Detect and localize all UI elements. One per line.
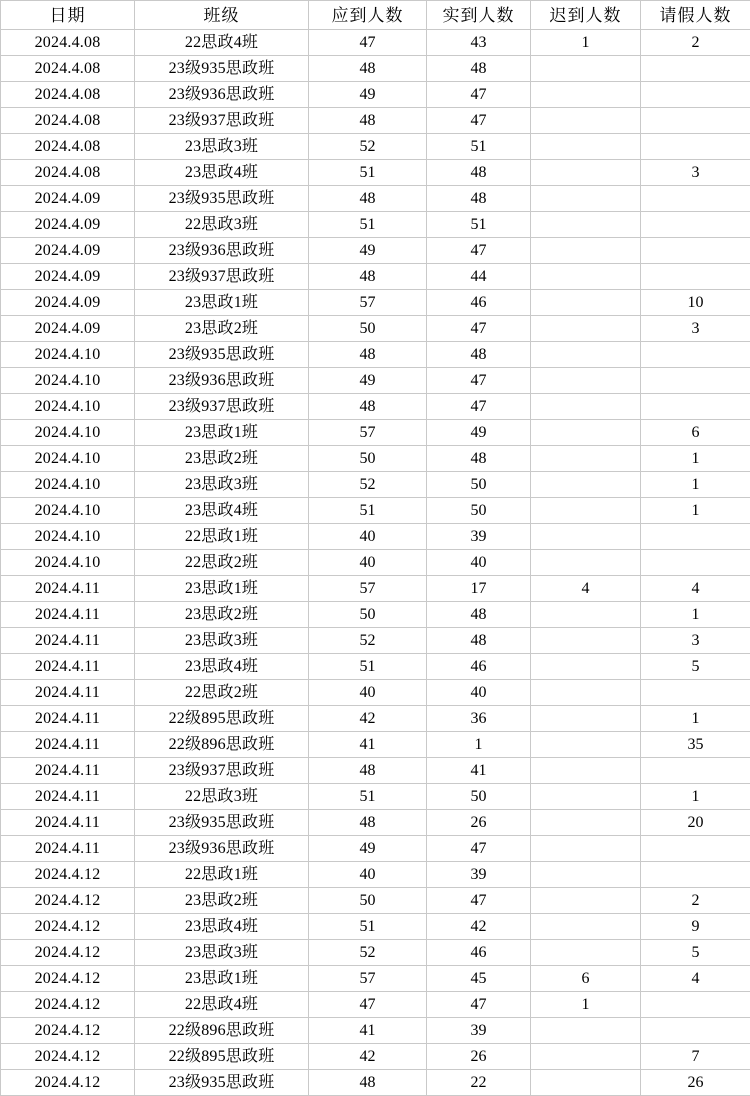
cell-late	[531, 82, 641, 108]
cell-expected: 52	[309, 628, 427, 654]
cell-leave	[641, 264, 750, 290]
cell-expected: 51	[309, 498, 427, 524]
cell-late	[531, 914, 641, 940]
cell-leave: 4	[641, 966, 750, 992]
cell-actual: 48	[427, 628, 531, 654]
table-row	[1, 108, 750, 134]
cell-expected: 40	[309, 550, 427, 576]
column-header-expected: 应到人数	[309, 1, 427, 30]
cell-actual: 46	[427, 940, 531, 966]
cell-late: 6	[531, 966, 641, 992]
cell-date: 2024.4.11	[1, 784, 135, 810]
table-row	[1, 290, 750, 316]
cell-leave: 2	[641, 888, 750, 914]
cell-expected: 52	[309, 940, 427, 966]
cell-late	[531, 186, 641, 212]
table-row	[1, 784, 750, 810]
cell-class: 23级937思政班	[135, 108, 309, 134]
cell-expected: 48	[309, 810, 427, 836]
cell-class: 22思政3班	[135, 212, 309, 238]
cell-date: 2024.4.11	[1, 836, 135, 862]
cell-leave: 1	[641, 602, 750, 628]
cell-date: 2024.4.10	[1, 394, 135, 420]
cell-expected: 40	[309, 524, 427, 550]
cell-leave	[641, 82, 750, 108]
cell-actual: 50	[427, 498, 531, 524]
cell-date: 2024.4.09	[1, 186, 135, 212]
cell-leave: 4	[641, 576, 750, 602]
table-row	[1, 810, 750, 836]
table-header-row	[1, 1, 750, 30]
cell-actual: 17	[427, 576, 531, 602]
cell-class: 23思政2班	[135, 316, 309, 342]
cell-actual: 26	[427, 810, 531, 836]
cell-actual: 46	[427, 654, 531, 680]
cell-late	[531, 524, 641, 550]
cell-expected: 50	[309, 602, 427, 628]
cell-leave: 20	[641, 810, 750, 836]
cell-expected: 51	[309, 654, 427, 680]
cell-leave	[641, 862, 750, 888]
cell-late	[531, 862, 641, 888]
cell-class: 23思政4班	[135, 498, 309, 524]
cell-expected: 41	[309, 732, 427, 758]
cell-leave: 1	[641, 784, 750, 810]
table-row	[1, 1018, 750, 1044]
cell-actual: 48	[427, 56, 531, 82]
cell-actual: 48	[427, 446, 531, 472]
table-row	[1, 316, 750, 342]
cell-expected: 47	[309, 30, 427, 56]
cell-date: 2024.4.11	[1, 576, 135, 602]
cell-late	[531, 342, 641, 368]
cell-date: 2024.4.12	[1, 888, 135, 914]
cell-expected: 47	[309, 992, 427, 1018]
cell-actual: 50	[427, 472, 531, 498]
table-row	[1, 212, 750, 238]
cell-date: 2024.4.12	[1, 1070, 135, 1096]
cell-date: 2024.4.08	[1, 160, 135, 186]
cell-leave	[641, 680, 750, 706]
cell-actual: 47	[427, 82, 531, 108]
cell-leave	[641, 524, 750, 550]
cell-date: 2024.4.10	[1, 550, 135, 576]
cell-actual: 48	[427, 602, 531, 628]
cell-actual: 51	[427, 134, 531, 160]
table-row	[1, 862, 750, 888]
cell-expected: 52	[309, 134, 427, 160]
cell-leave	[641, 1018, 750, 1044]
cell-date: 2024.4.08	[1, 82, 135, 108]
cell-date: 2024.4.11	[1, 654, 135, 680]
cell-leave	[641, 550, 750, 576]
cell-actual: 47	[427, 108, 531, 134]
cell-class: 23级935思政班	[135, 342, 309, 368]
cell-class: 23思政1班	[135, 576, 309, 602]
cell-date: 2024.4.11	[1, 732, 135, 758]
cell-actual: 26	[427, 1044, 531, 1070]
cell-late	[531, 264, 641, 290]
cell-class: 22思政1班	[135, 862, 309, 888]
cell-actual: 47	[427, 836, 531, 862]
cell-expected: 50	[309, 888, 427, 914]
cell-class: 22思政3班	[135, 784, 309, 810]
cell-late	[531, 420, 641, 446]
cell-expected: 41	[309, 1018, 427, 1044]
cell-leave	[641, 992, 750, 1018]
cell-class: 23思政1班	[135, 420, 309, 446]
cell-date: 2024.4.12	[1, 940, 135, 966]
table-row	[1, 706, 750, 732]
column-header-leave: 请假人数	[641, 1, 750, 30]
cell-actual: 43	[427, 30, 531, 56]
cell-class: 23思政2班	[135, 602, 309, 628]
cell-late	[531, 940, 641, 966]
cell-date: 2024.4.08	[1, 108, 135, 134]
cell-leave: 9	[641, 914, 750, 940]
cell-date: 2024.4.12	[1, 914, 135, 940]
cell-expected: 49	[309, 238, 427, 264]
cell-leave: 6	[641, 420, 750, 446]
cell-expected: 42	[309, 1044, 427, 1070]
table-row	[1, 342, 750, 368]
cell-leave: 3	[641, 628, 750, 654]
cell-date: 2024.4.11	[1, 680, 135, 706]
cell-date: 2024.4.11	[1, 706, 135, 732]
cell-expected: 48	[309, 56, 427, 82]
cell-actual: 39	[427, 1018, 531, 1044]
cell-date: 2024.4.11	[1, 628, 135, 654]
cell-actual: 22	[427, 1070, 531, 1096]
cell-expected: 48	[309, 108, 427, 134]
cell-late	[531, 134, 641, 160]
cell-leave	[641, 56, 750, 82]
cell-class: 23级937思政班	[135, 394, 309, 420]
cell-leave: 35	[641, 732, 750, 758]
cell-expected: 57	[309, 576, 427, 602]
cell-date: 2024.4.12	[1, 992, 135, 1018]
cell-date: 2024.4.09	[1, 290, 135, 316]
cell-leave: 10	[641, 290, 750, 316]
cell-class: 23级936思政班	[135, 82, 309, 108]
cell-leave: 1	[641, 446, 750, 472]
cell-class: 23思政3班	[135, 472, 309, 498]
table-row	[1, 654, 750, 680]
cell-date: 2024.4.10	[1, 524, 135, 550]
cell-date: 2024.4.10	[1, 342, 135, 368]
cell-actual: 47	[427, 394, 531, 420]
cell-leave	[641, 186, 750, 212]
table-row	[1, 472, 750, 498]
table-row	[1, 498, 750, 524]
table-body	[1, 30, 750, 1096]
cell-late	[531, 888, 641, 914]
cell-expected: 48	[309, 264, 427, 290]
cell-actual: 36	[427, 706, 531, 732]
cell-date: 2024.4.12	[1, 1018, 135, 1044]
cell-late	[531, 550, 641, 576]
cell-expected: 48	[309, 1070, 427, 1096]
cell-late	[531, 212, 641, 238]
cell-actual: 39	[427, 524, 531, 550]
cell-actual: 40	[427, 680, 531, 706]
cell-date: 2024.4.08	[1, 56, 135, 82]
cell-class: 22思政1班	[135, 524, 309, 550]
cell-date: 2024.4.10	[1, 472, 135, 498]
cell-late	[531, 472, 641, 498]
cell-late	[531, 290, 641, 316]
cell-actual: 46	[427, 290, 531, 316]
cell-late: 1	[531, 30, 641, 56]
cell-date: 2024.4.10	[1, 446, 135, 472]
cell-date: 2024.4.12	[1, 862, 135, 888]
cell-class: 23级935思政班	[135, 56, 309, 82]
table-row	[1, 628, 750, 654]
cell-late	[531, 706, 641, 732]
table-row	[1, 368, 750, 394]
cell-date: 2024.4.09	[1, 264, 135, 290]
cell-late	[531, 810, 641, 836]
cell-class: 23思政3班	[135, 134, 309, 160]
cell-expected: 49	[309, 368, 427, 394]
cell-actual: 44	[427, 264, 531, 290]
cell-late	[531, 394, 641, 420]
cell-expected: 49	[309, 82, 427, 108]
table-row	[1, 160, 750, 186]
table-row	[1, 966, 750, 992]
cell-date: 2024.4.11	[1, 810, 135, 836]
cell-class: 22思政4班	[135, 30, 309, 56]
cell-expected: 48	[309, 186, 427, 212]
cell-class: 23级935思政班	[135, 186, 309, 212]
cell-date: 2024.4.10	[1, 420, 135, 446]
cell-leave: 1	[641, 498, 750, 524]
table-row	[1, 1070, 750, 1096]
cell-date: 2024.4.11	[1, 602, 135, 628]
cell-late	[531, 654, 641, 680]
cell-expected: 48	[309, 394, 427, 420]
cell-class: 22思政2班	[135, 550, 309, 576]
cell-class: 22思政4班	[135, 992, 309, 1018]
cell-late	[531, 238, 641, 264]
cell-expected: 57	[309, 966, 427, 992]
cell-actual: 47	[427, 316, 531, 342]
cell-leave	[641, 212, 750, 238]
cell-class: 23思政3班	[135, 628, 309, 654]
cell-actual: 50	[427, 784, 531, 810]
cell-leave	[641, 394, 750, 420]
table-row	[1, 524, 750, 550]
cell-late: 1	[531, 992, 641, 1018]
cell-date: 2024.4.09	[1, 212, 135, 238]
cell-late	[531, 628, 641, 654]
cell-late	[531, 680, 641, 706]
cell-expected: 51	[309, 784, 427, 810]
table-row	[1, 30, 750, 56]
cell-late	[531, 316, 641, 342]
column-header-date: 日期	[1, 1, 135, 30]
cell-actual: 40	[427, 550, 531, 576]
table-row	[1, 134, 750, 160]
cell-late	[531, 56, 641, 82]
cell-leave: 3	[641, 160, 750, 186]
table-row	[1, 732, 750, 758]
cell-actual: 47	[427, 888, 531, 914]
cell-late	[531, 1070, 641, 1096]
cell-class: 23思政4班	[135, 654, 309, 680]
cell-class: 23级937思政班	[135, 758, 309, 784]
table-row	[1, 836, 750, 862]
cell-leave: 1	[641, 472, 750, 498]
table-row	[1, 680, 750, 706]
cell-actual: 47	[427, 992, 531, 1018]
cell-expected: 51	[309, 160, 427, 186]
cell-late	[531, 1044, 641, 1070]
cell-leave	[641, 238, 750, 264]
cell-late	[531, 368, 641, 394]
cell-expected: 50	[309, 446, 427, 472]
cell-date: 2024.4.12	[1, 966, 135, 992]
cell-leave: 5	[641, 654, 750, 680]
table-row	[1, 1044, 750, 1070]
table-row	[1, 550, 750, 576]
table-row	[1, 420, 750, 446]
cell-late	[531, 446, 641, 472]
cell-late	[531, 758, 641, 784]
cell-leave	[641, 836, 750, 862]
cell-actual: 41	[427, 758, 531, 784]
cell-class: 23思政2班	[135, 446, 309, 472]
cell-expected: 48	[309, 342, 427, 368]
cell-actual: 42	[427, 914, 531, 940]
cell-date: 2024.4.09	[1, 238, 135, 264]
cell-late: 4	[531, 576, 641, 602]
table-row	[1, 758, 750, 784]
table-row	[1, 264, 750, 290]
column-header-actual: 实到人数	[427, 1, 531, 30]
cell-class: 23思政1班	[135, 290, 309, 316]
cell-class: 23思政3班	[135, 940, 309, 966]
cell-expected: 50	[309, 316, 427, 342]
cell-leave: 26	[641, 1070, 750, 1096]
cell-class: 23级937思政班	[135, 264, 309, 290]
cell-expected: 52	[309, 472, 427, 498]
cell-actual: 49	[427, 420, 531, 446]
cell-leave	[641, 108, 750, 134]
cell-class: 23思政4班	[135, 914, 309, 940]
cell-actual: 45	[427, 966, 531, 992]
table-row	[1, 914, 750, 940]
cell-actual: 1	[427, 732, 531, 758]
table-row	[1, 56, 750, 82]
table-row	[1, 394, 750, 420]
cell-class: 23级936思政班	[135, 368, 309, 394]
cell-class: 23级935思政班	[135, 1070, 309, 1096]
cell-leave: 1	[641, 706, 750, 732]
table-header	[1, 1, 750, 30]
table-row	[1, 992, 750, 1018]
cell-leave	[641, 758, 750, 784]
table-row	[1, 576, 750, 602]
cell-late	[531, 160, 641, 186]
cell-late	[531, 1018, 641, 1044]
table-row	[1, 940, 750, 966]
cell-expected: 57	[309, 420, 427, 446]
cell-late	[531, 732, 641, 758]
cell-leave: 7	[641, 1044, 750, 1070]
cell-expected: 40	[309, 680, 427, 706]
table-row	[1, 888, 750, 914]
cell-actual: 48	[427, 160, 531, 186]
cell-class: 22级895思政班	[135, 706, 309, 732]
cell-actual: 48	[427, 186, 531, 212]
cell-actual: 39	[427, 862, 531, 888]
table-row	[1, 602, 750, 628]
cell-expected: 42	[309, 706, 427, 732]
table-row	[1, 186, 750, 212]
cell-late	[531, 784, 641, 810]
cell-leave	[641, 342, 750, 368]
cell-leave: 2	[641, 30, 750, 56]
cell-expected: 49	[309, 836, 427, 862]
table-row	[1, 82, 750, 108]
cell-expected: 40	[309, 862, 427, 888]
cell-actual: 47	[427, 368, 531, 394]
cell-actual: 51	[427, 212, 531, 238]
cell-class: 23思政4班	[135, 160, 309, 186]
column-header-class: 班级	[135, 1, 309, 30]
cell-late	[531, 498, 641, 524]
cell-late	[531, 836, 641, 862]
cell-date: 2024.4.11	[1, 758, 135, 784]
cell-class: 23级936思政班	[135, 238, 309, 264]
cell-actual: 47	[427, 238, 531, 264]
cell-class: 23级935思政班	[135, 810, 309, 836]
cell-date: 2024.4.08	[1, 134, 135, 160]
cell-leave	[641, 134, 750, 160]
cell-date: 2024.4.12	[1, 1044, 135, 1070]
cell-class: 23思政1班	[135, 966, 309, 992]
cell-leave	[641, 368, 750, 394]
cell-date: 2024.4.09	[1, 316, 135, 342]
cell-class: 22级896思政班	[135, 732, 309, 758]
cell-expected: 48	[309, 758, 427, 784]
table-row	[1, 238, 750, 264]
cell-late	[531, 602, 641, 628]
cell-expected: 57	[309, 290, 427, 316]
cell-date: 2024.4.10	[1, 368, 135, 394]
cell-late	[531, 108, 641, 134]
cell-expected: 51	[309, 212, 427, 238]
cell-class: 23思政2班	[135, 888, 309, 914]
column-header-late: 迟到人数	[531, 1, 641, 30]
table-row	[1, 446, 750, 472]
cell-actual: 48	[427, 342, 531, 368]
cell-class: 22级896思政班	[135, 1018, 309, 1044]
cell-class: 22级895思政班	[135, 1044, 309, 1070]
cell-date: 2024.4.10	[1, 498, 135, 524]
cell-class: 22思政2班	[135, 680, 309, 706]
cell-leave: 3	[641, 316, 750, 342]
cell-expected: 51	[309, 914, 427, 940]
cell-date: 2024.4.08	[1, 30, 135, 56]
cell-class: 23级936思政班	[135, 836, 309, 862]
cell-leave: 5	[641, 940, 750, 966]
